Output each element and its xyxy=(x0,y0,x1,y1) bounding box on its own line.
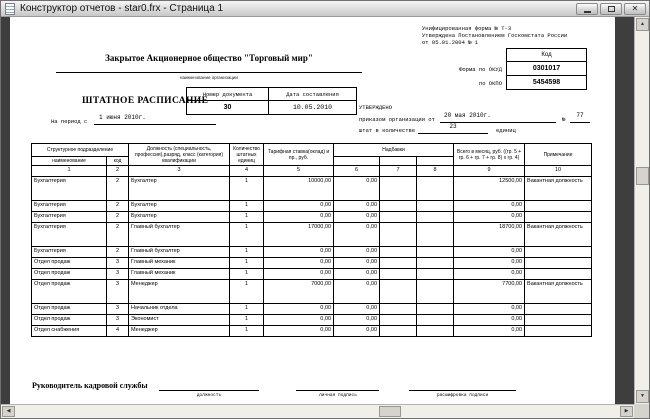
column-number-cell: 1 xyxy=(32,166,107,177)
header-note: Примечание xyxy=(525,144,592,166)
cell-position: Главный механик xyxy=(129,258,230,269)
okpo-value-cell: 5454598 xyxy=(507,76,587,90)
cell-a1: 0,00 xyxy=(334,269,380,280)
scroll-right-button[interactable] xyxy=(620,406,633,417)
table-row xyxy=(32,315,592,326)
cell-a3 xyxy=(417,326,454,337)
order-no-value: 77 xyxy=(570,112,590,123)
header-rate: Тарифная ставка(оклад) и пр., руб. xyxy=(264,144,334,166)
cell-dept: Отдел продаж xyxy=(32,258,107,269)
cell-count: 1 xyxy=(230,304,264,315)
scrollbar-corner xyxy=(634,404,649,418)
cell-a2 xyxy=(380,326,417,337)
cell-count: 1 xyxy=(230,247,264,258)
signature-caption-sign: личная подпись xyxy=(319,393,357,398)
cell-total: 0,00 xyxy=(454,269,525,280)
cell-a1: 0,00 xyxy=(334,326,380,337)
table-row xyxy=(32,258,592,269)
cell-code: 3 xyxy=(107,269,129,280)
cell-count: 1 xyxy=(230,280,264,304)
cell-dept: Бухгалтерия xyxy=(32,177,107,201)
cell-rate: 0,00 xyxy=(264,326,334,337)
cell-note: Вакантная должность xyxy=(525,280,592,304)
cell-a2 xyxy=(380,315,417,326)
cell-rate: 0,00 xyxy=(264,247,334,258)
cell-rate: 0,00 xyxy=(264,201,334,212)
staffing-table xyxy=(31,143,592,337)
scroll-down-button[interactable] xyxy=(636,390,649,403)
cell-a2 xyxy=(380,177,417,201)
cell-a2 xyxy=(380,258,417,269)
vertical-scrollbar[interactable] xyxy=(634,17,649,404)
window-title: Конструктор отчетов - star0.frx - Страница 1 xyxy=(20,3,224,14)
table-row xyxy=(32,177,592,201)
cell-count: 1 xyxy=(230,269,264,280)
cell-rate: 10000,00 xyxy=(264,177,334,201)
cell-note xyxy=(525,269,592,280)
cell-dept: Отдел продаж xyxy=(32,269,107,280)
cell-dept: Бухгалтерия xyxy=(32,247,107,258)
horizontal-scroll-thumb[interactable] xyxy=(379,406,401,417)
cell-total: 0,00 xyxy=(454,212,525,223)
signature-caption-name: расшифровка подписи xyxy=(436,393,489,398)
cell-rate: 7000,00 xyxy=(264,280,334,304)
cell-a3 xyxy=(417,223,454,247)
cell-a2 xyxy=(380,269,417,280)
cell-a1: 0,00 xyxy=(334,304,380,315)
cell-rate: 17000,00 xyxy=(264,223,334,247)
cell-a2 xyxy=(380,280,417,304)
cell-note xyxy=(525,304,592,315)
column-number-cell: 3 xyxy=(129,166,230,177)
cell-a3 xyxy=(417,247,454,258)
cell-dept: Отдел продаж xyxy=(32,280,107,304)
maximize-button[interactable] xyxy=(600,3,622,15)
okud-label: Форма по ОКУД xyxy=(459,66,502,73)
cell-dept: Бухгалтерия xyxy=(32,212,107,223)
cell-position: Бухгалтер xyxy=(129,201,230,212)
period-value: 1 июня 2010г. xyxy=(94,114,216,125)
cell-dept: Бухгалтерия xyxy=(32,201,107,212)
signature-line-name xyxy=(409,377,516,391)
cell-code: 3 xyxy=(107,280,129,304)
cell-a3 xyxy=(417,201,454,212)
column-number-cell: 2 xyxy=(107,166,129,177)
arrow-left-icon: ◀ xyxy=(6,408,11,414)
cell-total: 0,00 xyxy=(454,315,525,326)
header-code: код xyxy=(107,157,129,166)
org-name-caption: наименование организации xyxy=(180,75,238,80)
cell-code: 3 xyxy=(107,258,129,269)
cell-code: 4 xyxy=(107,326,129,337)
cell-a2 xyxy=(380,223,417,247)
doc-number-value: 30 xyxy=(187,101,269,115)
staffing-table-body xyxy=(32,177,592,337)
table-row xyxy=(32,280,592,304)
table-row xyxy=(32,212,592,223)
cell-a2 xyxy=(380,247,417,258)
cell-count: 1 xyxy=(230,223,264,247)
cell-total: 0,00 xyxy=(454,201,525,212)
cell-note: Вакантная должность xyxy=(525,223,592,247)
table-row xyxy=(32,304,592,315)
signature-caption-position: должность xyxy=(196,393,222,398)
cell-count: 1 xyxy=(230,177,264,201)
table-number-row xyxy=(32,166,592,177)
cell-total: 18700,00 xyxy=(454,223,525,247)
cell-note xyxy=(525,326,592,337)
arrow-up-icon: ▲ xyxy=(640,21,645,27)
header-allowance-1 xyxy=(334,157,380,166)
maximize-icon xyxy=(608,6,615,12)
cell-a2 xyxy=(380,304,417,315)
order-no-sign: № xyxy=(562,116,566,123)
order-date-value: 20 мая 2010г. xyxy=(440,112,556,123)
cell-a1: 0,00 xyxy=(334,315,380,326)
table-row xyxy=(32,269,592,280)
signature-line-sign xyxy=(296,377,379,391)
cell-a1: 0,00 xyxy=(334,258,380,269)
doc-date-value: 10.05.2010 xyxy=(269,101,357,115)
form-meta-line2: Утверждена Постановлением Госкомстата России xyxy=(422,32,568,39)
staff-count-label: штат в количестве xyxy=(359,127,416,134)
minimize-button[interactable] xyxy=(576,3,598,15)
cell-note xyxy=(525,315,592,326)
minimize-icon xyxy=(584,11,591,13)
report-app-icon xyxy=(5,3,15,15)
header-structural: Структурное подразделение xyxy=(32,144,129,157)
cell-count: 1 xyxy=(230,201,264,212)
doc-number-table xyxy=(186,87,357,115)
order-label: приказом организации от xyxy=(359,116,435,123)
close-icon: ✕ xyxy=(631,4,639,13)
cell-rate: 0,00 xyxy=(264,315,334,326)
cell-total: 12500,00 xyxy=(454,177,525,201)
cell-a3 xyxy=(417,177,454,201)
cell-position: Бухгалтер xyxy=(129,177,230,201)
cell-code: 2 xyxy=(107,177,129,201)
cell-count: 1 xyxy=(230,326,264,337)
cell-a1: 0,00 xyxy=(334,223,380,247)
horizontal-scrollbar[interactable] xyxy=(1,404,634,418)
signature-line-position xyxy=(159,377,259,391)
cell-total: 0,00 xyxy=(454,258,525,269)
table-row xyxy=(32,326,592,337)
column-number-cell: 5 xyxy=(264,166,334,177)
cell-count: 1 xyxy=(230,258,264,269)
header-total: Всего в месяц, руб. ((гр. 5 + гр. 6 + гр. 7 + гр. 8) х гр. 4) xyxy=(454,144,525,166)
cell-dept: Бухгалтерия xyxy=(32,223,107,247)
cell-count: 1 xyxy=(230,315,264,326)
cell-position: Главный бухгалтер xyxy=(129,223,230,247)
okud-value-cell: 0301017 xyxy=(507,62,587,76)
doc-title: ШТАТНОЕ РАСПИСАНИЕ xyxy=(82,96,209,106)
cell-dept: Отдел продаж xyxy=(32,315,107,326)
okpo-label: по ОКПО xyxy=(478,80,502,87)
column-number-cell: 10 xyxy=(525,166,592,177)
cell-count: 1 xyxy=(230,212,264,223)
cell-total: 0,00 xyxy=(454,326,525,337)
org-name: Закрытое Акционерное общество "Торговый мир" xyxy=(105,53,313,63)
approved-label: УТВЕРЖДЕНО xyxy=(359,104,393,111)
doc-date-label: Дата составления xyxy=(269,88,357,101)
header-allowance-3 xyxy=(417,157,454,166)
cell-a2 xyxy=(380,201,417,212)
staff-units-label: единиц xyxy=(496,127,516,134)
signature-role-label: Руководитель кадровой службы xyxy=(32,381,148,390)
column-number-cell: 4 xyxy=(230,166,264,177)
cell-total: 0,00 xyxy=(454,247,525,258)
cell-rate: 0,00 xyxy=(264,258,334,269)
column-number-cell: 9 xyxy=(454,166,525,177)
doc-number-label: Номер документа xyxy=(187,88,269,101)
header-allowance-2 xyxy=(380,157,417,166)
cell-a3 xyxy=(417,304,454,315)
cell-total: 0,00 xyxy=(454,304,525,315)
cell-note xyxy=(525,247,592,258)
cell-code: 2 xyxy=(107,201,129,212)
code-header-cell: Код xyxy=(507,49,587,62)
form-code-table xyxy=(506,48,587,90)
cell-a1: 0,00 xyxy=(334,177,380,201)
cell-total: 7700,00 xyxy=(454,280,525,304)
cell-a1: 0,00 xyxy=(334,280,380,304)
cell-note xyxy=(525,201,592,212)
vertical-scroll-thumb[interactable] xyxy=(636,167,649,185)
cell-a3 xyxy=(417,315,454,326)
cell-a3 xyxy=(417,258,454,269)
cell-rate: 0,00 xyxy=(264,269,334,280)
cell-a1: 0,00 xyxy=(334,201,380,212)
cell-a3 xyxy=(417,280,454,304)
scroll-up-button[interactable] xyxy=(636,18,649,31)
cell-dept: Отдел снабжения xyxy=(32,326,107,337)
scroll-left-button[interactable] xyxy=(2,406,15,417)
close-button[interactable] xyxy=(624,3,646,15)
table-row xyxy=(32,247,592,258)
cell-note xyxy=(525,212,592,223)
cell-position: Начальник отдела xyxy=(129,304,230,315)
column-number-cell: 7 xyxy=(380,166,417,177)
cell-position: Главный бухгалтер xyxy=(129,247,230,258)
form-meta-line1: Унифицированная форма № Т-3 xyxy=(422,25,512,32)
cell-code: 3 xyxy=(107,304,129,315)
workspace xyxy=(1,17,649,418)
cell-a1: 0,00 xyxy=(334,212,380,223)
table-row xyxy=(32,201,592,212)
cell-code: 2 xyxy=(107,247,129,258)
cell-a2 xyxy=(380,212,417,223)
cell-position: Бухгалтер xyxy=(129,212,230,223)
cell-code: 2 xyxy=(107,212,129,223)
cell-position: Менеджер xyxy=(129,280,230,304)
cell-code: 3 xyxy=(107,315,129,326)
window-titlebar xyxy=(1,1,649,17)
cell-code: 2 xyxy=(107,223,129,247)
column-number-cell: 8 xyxy=(417,166,454,177)
cell-dept: Отдел продаж xyxy=(32,304,107,315)
cell-a3 xyxy=(417,212,454,223)
cell-a1: 0,00 xyxy=(334,247,380,258)
cell-note xyxy=(525,258,592,269)
header-count: Количество штатных единиц xyxy=(230,144,264,166)
form-meta-line3: от 05.01.2004 № 1 xyxy=(422,39,479,46)
header-name: наименование xyxy=(32,157,107,166)
cell-position: Экономист xyxy=(129,315,230,326)
header-allowances: Надбавки xyxy=(334,144,454,157)
period-label: На период с xyxy=(51,118,88,125)
arrow-down-icon: ▼ xyxy=(640,393,645,399)
staff-count-value: 23 xyxy=(418,123,488,134)
cell-rate: 0,00 xyxy=(264,212,334,223)
cell-a3 xyxy=(417,269,454,280)
arrow-right-icon: ▶ xyxy=(624,408,629,414)
window-controls xyxy=(576,3,646,15)
column-number-cell: 6 xyxy=(334,166,380,177)
table-row xyxy=(32,223,592,247)
cell-rate: 0,00 xyxy=(264,304,334,315)
header-position: Должность (специальность, профессия),разряд, класс (категория) квалификации xyxy=(129,144,230,166)
cell-note: Вакантная должность xyxy=(525,177,592,201)
report-page xyxy=(10,17,615,404)
cell-position: Менеджер xyxy=(129,326,230,337)
cell-position: Главный механик xyxy=(129,269,230,280)
